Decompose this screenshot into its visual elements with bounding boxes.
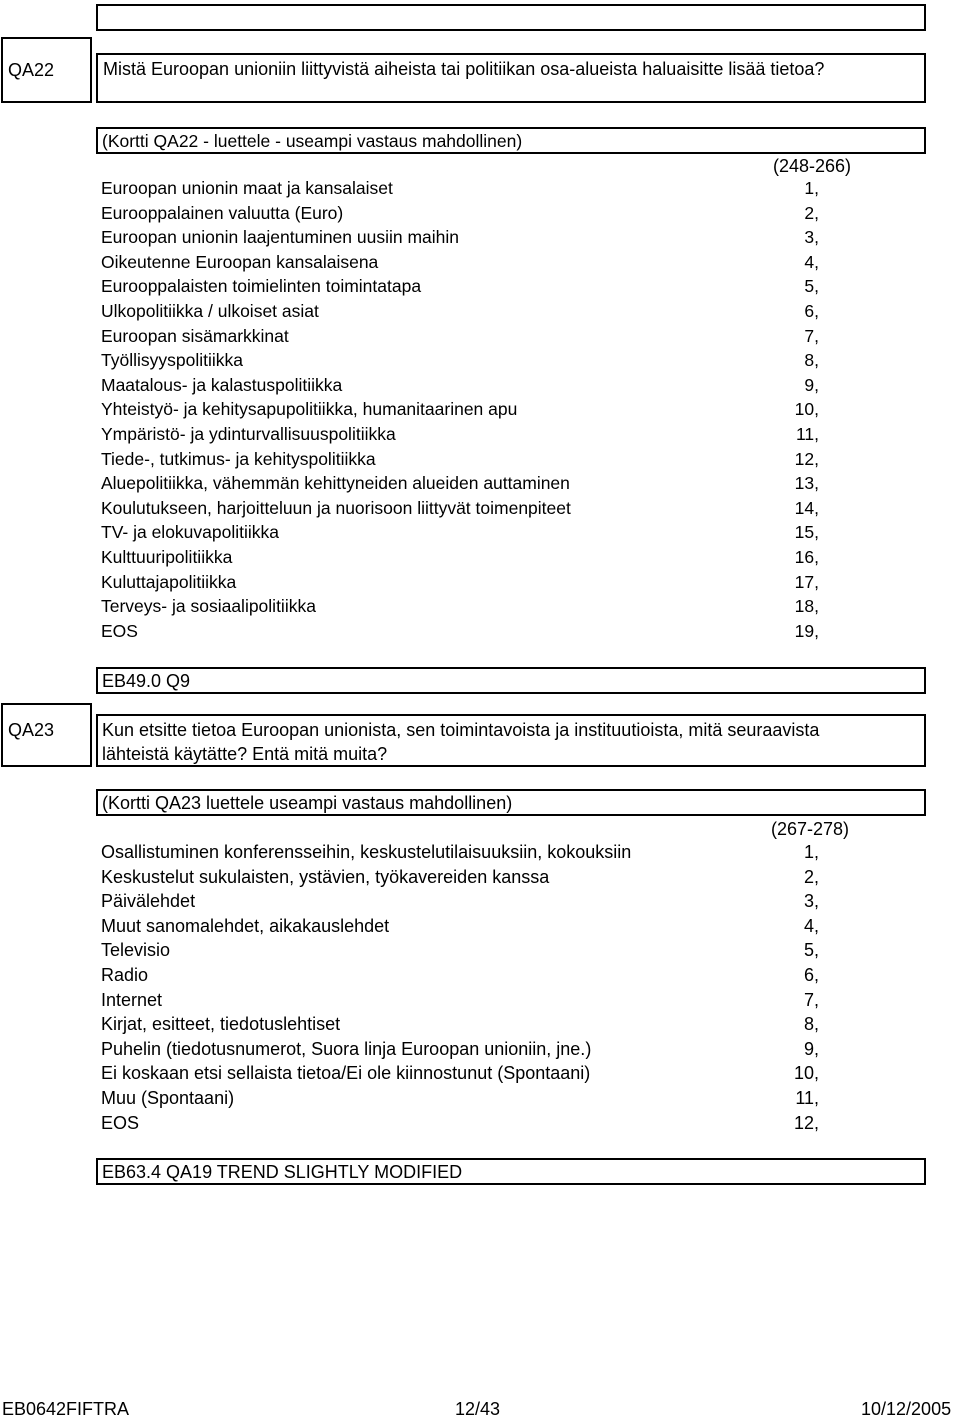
option-row: [101, 225, 857, 250]
option-label: Yhteistyö- ja kehitysapupolitiikka, humanitaarinen apu: [101, 399, 518, 420]
qa23-source-box: [96, 1158, 926, 1185]
option-row: [101, 545, 857, 570]
footer-doc-id: EB0642FIFTRA: [2, 1399, 130, 1419]
option-code: 2,: [804, 202, 819, 223]
option-label: Eurooppalainen valuutta (Euro): [101, 202, 344, 223]
option-code: 9,: [803, 1038, 819, 1059]
option-row: [101, 938, 857, 963]
qa23-question-box: [96, 714, 926, 767]
top-empty-box: [96, 4, 926, 31]
option-code: 17,: [794, 571, 819, 592]
option-row: [101, 988, 857, 1013]
qa22-question-box: [96, 53, 926, 103]
option-row: [101, 274, 857, 299]
option-label: EOS: [101, 620, 138, 641]
option-row: [101, 865, 857, 890]
qa23-source: EB63.4 QA19 TREND SLIGHTLY MODIFIED: [102, 1162, 463, 1182]
option-label: Koulutukseen, harjoitteluun ja nuorisoon liittyvät toimenpiteet: [101, 497, 571, 518]
option-code: 9,: [804, 374, 819, 395]
option-row: [101, 348, 857, 373]
option-label: Radio: [101, 965, 149, 985]
option-code: 6,: [803, 965, 819, 985]
option-code: 1,: [803, 842, 819, 862]
option-code: 7,: [804, 325, 819, 346]
option-code: 10,: [794, 399, 819, 420]
option-label: TV- ja elokuvapolitiikka: [101, 522, 279, 543]
qa22-id-box: [1, 37, 92, 103]
option-row: [101, 201, 857, 226]
option-code: 3,: [803, 891, 819, 912]
option-label: Eurooppalaisten toimielinten toimintatapa: [101, 276, 422, 297]
option-code: 19,: [794, 620, 819, 641]
option-label: Puhelin (tiedotusnumerot, Suora linja Euroopan unioniin, jne.): [101, 1038, 592, 1059]
option-row: [101, 594, 857, 619]
option-label: Päivälehdet: [101, 891, 196, 912]
qa23-instruction-box: [96, 789, 926, 816]
option-label: Kulttuuripolitiikka: [101, 547, 233, 567]
option-label: Aluepolitiikka, vähemmän kehittyneiden alueiden auttaminen: [101, 473, 570, 494]
option-label: Terveys- ja sosiaalipolitiikka: [101, 596, 316, 617]
qa23-id: QA23: [8, 720, 55, 740]
option-label: Euroopan unionin laajentuminen uusiin maihin: [101, 227, 460, 248]
option-row: [101, 471, 857, 496]
option-label: Televisio: [101, 940, 171, 961]
qa22-question: Mistä Euroopan unioniin liittyvistä aiheista tai politiikan osa-alueista haluaisitte lisää tietoa?: [103, 59, 825, 79]
option-label: Tiede-, tutkimus- ja kehityspolitiikka: [101, 448, 376, 469]
option-row: [101, 520, 857, 545]
option-code: 3,: [804, 227, 819, 248]
option-label: Työllisyyspolitiikka: [101, 350, 243, 371]
option-row: [101, 1086, 857, 1111]
option-code: 1,: [804, 178, 819, 198]
option-label: Euroopan sisämarkkinat: [101, 325, 289, 346]
option-code: 5,: [803, 940, 819, 961]
qa22-instruction: (Kortti QA22 - luettele - useampi vastaus mahdollinen): [102, 131, 523, 151]
option-code: 11,: [795, 1088, 819, 1108]
qa23-instruction: (Kortti QA23 luettele useampi vastaus mahdollinen): [102, 793, 513, 813]
option-label: Muut sanomalehdet, aikakauslehdet: [101, 915, 390, 936]
option-row: [101, 1061, 857, 1086]
option-row: [101, 570, 857, 595]
option-code: 4,: [803, 915, 819, 936]
footer-date: 10/12/2005: [861, 1399, 952, 1419]
option-code: 13,: [794, 473, 819, 494]
option-row: [101, 422, 857, 447]
option-row: [101, 914, 857, 939]
option-code: 11,: [795, 424, 819, 444]
qa22-range: (248-266): [773, 156, 852, 176]
option-row: [101, 447, 857, 472]
option-label: Kirjat, esitteet, tiedotuslehtiset: [101, 1014, 341, 1035]
option-code: 8,: [803, 1014, 819, 1035]
option-row: [101, 889, 857, 914]
qa23-id-box: [1, 703, 92, 767]
qa22-instruction-box: [96, 127, 926, 154]
option-row: [101, 250, 857, 275]
option-label: Maatalous- ja kalastuspolitiikka: [101, 374, 343, 395]
option-label: Oikeutenne Euroopan kansalaisena: [101, 251, 379, 272]
option-code: 12,: [794, 448, 819, 469]
option-label: Osallistuminen konferensseihin, keskustelutilaisuuksiin, kokouksiin: [101, 842, 632, 862]
qa23-question-line1: Kun etsitte tietoa Euroopan unionista, sen toimintavoista ja instituutioista, mitä seuraavista: [102, 720, 820, 740]
option-row: [101, 1012, 857, 1037]
qa22-id: QA22: [8, 60, 55, 80]
option-label: Ulkopolitiikka / ulkoiset asiat: [101, 301, 319, 321]
option-code: 7,: [803, 989, 819, 1010]
option-code: 8,: [804, 350, 819, 371]
qa23-range: (267-278): [771, 819, 850, 839]
option-label: Muu (Spontaani): [101, 1088, 235, 1108]
option-row: [101, 299, 857, 324]
qa22-source-box: [96, 667, 926, 694]
option-row: [101, 373, 857, 398]
option-code: 12,: [793, 1112, 819, 1133]
option-code: 10,: [793, 1063, 819, 1084]
qa23-question-line2: lähteistä käytätte? Entä mitä muita?: [102, 744, 388, 764]
option-row: [101, 176, 857, 201]
option-label: Keskustelut sukulaisten, ystävien, työkavereiden kanssa: [101, 866, 550, 887]
option-label: Ei koskaan etsi sellaista tietoa/Ei ole kiinnostunut (Spontaani): [101, 1063, 591, 1084]
option-label: Internet: [101, 989, 163, 1010]
option-label: Ympäristö- ja ydinturvallisuuspolitiikka: [101, 424, 396, 444]
option-label: Euroopan unionin maat ja kansalaiset: [101, 178, 393, 198]
option-code: 16,: [794, 547, 819, 567]
option-code: 15,: [794, 522, 819, 543]
option-label: EOS: [101, 1112, 140, 1133]
option-row: [101, 1111, 857, 1136]
option-label: Kuluttajapolitiikka: [101, 571, 237, 592]
qa22-source: EB49.0 Q9: [102, 671, 191, 691]
option-code: 5,: [804, 276, 819, 297]
option-row: [101, 840, 857, 865]
option-code: 14,: [794, 497, 819, 518]
option-code: 4,: [804, 251, 819, 272]
option-code: 18,: [794, 596, 819, 617]
option-row: [101, 963, 857, 988]
option-row: [101, 1037, 857, 1062]
option-code: 2,: [803, 866, 819, 887]
option-row: [101, 619, 857, 644]
footer-page-number: 12/43: [455, 1399, 501, 1419]
option-row: [101, 496, 857, 521]
option-code: 6,: [804, 301, 819, 321]
option-row: [101, 397, 857, 422]
option-row: [101, 324, 857, 349]
